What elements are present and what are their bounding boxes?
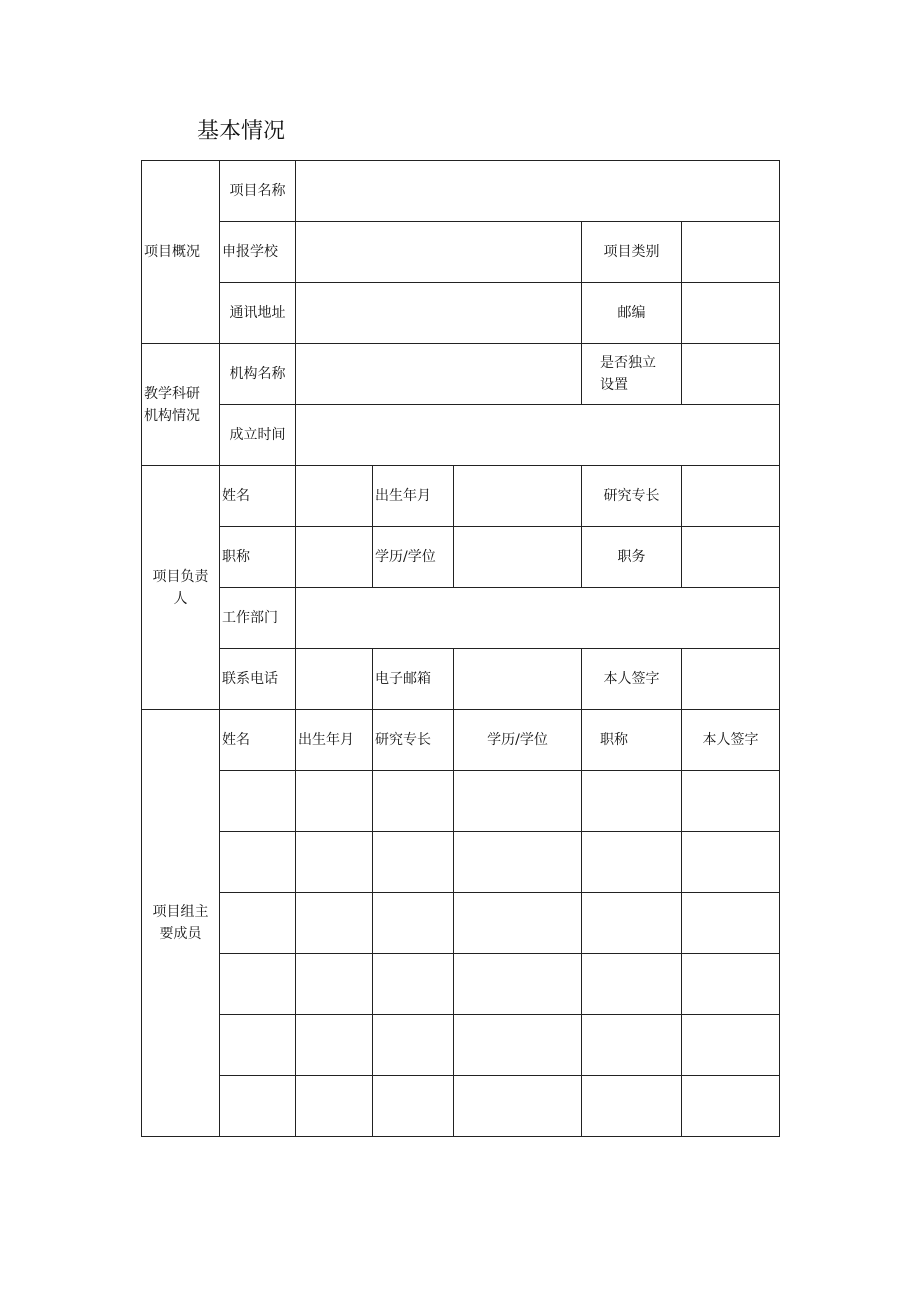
- member-row: [142, 771, 780, 832]
- field-leader-phone[interactable]: [296, 649, 373, 710]
- label-school: 申报学校: [220, 222, 296, 283]
- member-cell[interactable]: [296, 893, 373, 954]
- label-leader-position: 职务: [582, 527, 682, 588]
- section-members: 项目组主 要成员: [142, 710, 220, 1137]
- member-cell[interactable]: [373, 893, 454, 954]
- member-header-degree: 学历/学位: [454, 710, 582, 771]
- label-leader-department: 工作部门: [220, 588, 296, 649]
- label-category: 项目类别: [582, 222, 682, 283]
- basic-info-table: [141, 160, 780, 1137]
- member-cell[interactable]: [373, 1076, 454, 1137]
- field-category[interactable]: [682, 222, 780, 283]
- member-cell[interactable]: [582, 954, 682, 1015]
- member-cell[interactable]: [220, 893, 296, 954]
- member-header-name: 姓名: [220, 710, 296, 771]
- label-leader-name: 姓名: [220, 466, 296, 527]
- member-cell[interactable]: [682, 771, 780, 832]
- member-cell[interactable]: [373, 832, 454, 893]
- field-leader-department[interactable]: [296, 588, 780, 649]
- member-cell[interactable]: [373, 1015, 454, 1076]
- member-cell[interactable]: [373, 771, 454, 832]
- member-cell[interactable]: [454, 771, 582, 832]
- member-cell[interactable]: [582, 832, 682, 893]
- label-leader-degree: 学历/学位: [373, 527, 454, 588]
- field-independent[interactable]: [682, 344, 780, 405]
- member-row: [142, 893, 780, 954]
- field-leader-birth[interactable]: [454, 466, 582, 527]
- member-header-title: 职称: [582, 710, 682, 771]
- section-project-overview: 项目概况: [142, 161, 220, 344]
- member-cell[interactable]: [454, 954, 582, 1015]
- label-leader-phone: 联系电话: [220, 649, 296, 710]
- member-cell[interactable]: [296, 1015, 373, 1076]
- field-leader-position[interactable]: [682, 527, 780, 588]
- member-cell[interactable]: [454, 893, 582, 954]
- field-established[interactable]: [296, 405, 780, 466]
- label-leader-birth: 出生年月: [373, 466, 454, 527]
- label-address: 通讯地址: [220, 283, 296, 344]
- member-cell[interactable]: [682, 1015, 780, 1076]
- member-cell[interactable]: [220, 954, 296, 1015]
- section-leader: 项目负责 人: [142, 466, 220, 710]
- label-established: 成立时间: [220, 405, 296, 466]
- member-cell[interactable]: [582, 1015, 682, 1076]
- page-title: 基本情况: [197, 119, 286, 144]
- member-header-signature: 本人签字: [682, 710, 780, 771]
- member-header-specialty: 研究专长: [373, 710, 454, 771]
- label-postcode: 邮编: [582, 283, 682, 344]
- field-institution-name[interactable]: [296, 344, 582, 405]
- member-cell[interactable]: [582, 771, 682, 832]
- label-leader-email: 电子邮箱: [373, 649, 454, 710]
- field-leader-title[interactable]: [296, 527, 373, 588]
- member-cell[interactable]: [296, 771, 373, 832]
- label-independent: 是否独立 设置: [582, 344, 682, 405]
- member-cell[interactable]: [220, 832, 296, 893]
- label-project-name: 项目名称: [220, 161, 296, 222]
- member-header-birth: 出生年月: [296, 710, 373, 771]
- label-leader-title: 职称: [220, 527, 296, 588]
- field-project-name[interactable]: [296, 161, 780, 222]
- field-leader-specialty[interactable]: [682, 466, 780, 527]
- field-school[interactable]: [296, 222, 582, 283]
- member-cell[interactable]: [454, 832, 582, 893]
- label-leader-specialty: 研究专长: [582, 466, 682, 527]
- field-postcode[interactable]: [682, 283, 780, 344]
- member-cell[interactable]: [454, 1015, 582, 1076]
- member-cell[interactable]: [296, 832, 373, 893]
- field-leader-degree[interactable]: [454, 527, 582, 588]
- member-row: [142, 832, 780, 893]
- member-cell[interactable]: [220, 1015, 296, 1076]
- field-address[interactable]: [296, 283, 582, 344]
- member-cell[interactable]: [682, 954, 780, 1015]
- member-cell[interactable]: [296, 954, 373, 1015]
- label-institution-name: 机构名称: [220, 344, 296, 405]
- section-institution: 教学科研 机构情况: [142, 344, 220, 466]
- member-cell[interactable]: [373, 954, 454, 1015]
- member-cell[interactable]: [682, 893, 780, 954]
- member-row: [142, 954, 780, 1015]
- field-leader-email[interactable]: [454, 649, 582, 710]
- field-leader-name[interactable]: [296, 466, 373, 527]
- label-leader-signature: 本人签字: [582, 649, 682, 710]
- member-row: [142, 1015, 780, 1076]
- member-cell[interactable]: [682, 832, 780, 893]
- member-cell[interactable]: [220, 1076, 296, 1137]
- member-cell[interactable]: [296, 1076, 373, 1137]
- member-cell[interactable]: [682, 1076, 780, 1137]
- member-cell[interactable]: [582, 1076, 682, 1137]
- member-cell[interactable]: [582, 893, 682, 954]
- member-cell[interactable]: [454, 1076, 582, 1137]
- member-row: [142, 1076, 780, 1137]
- field-leader-signature[interactable]: [682, 649, 780, 710]
- member-cell[interactable]: [220, 771, 296, 832]
